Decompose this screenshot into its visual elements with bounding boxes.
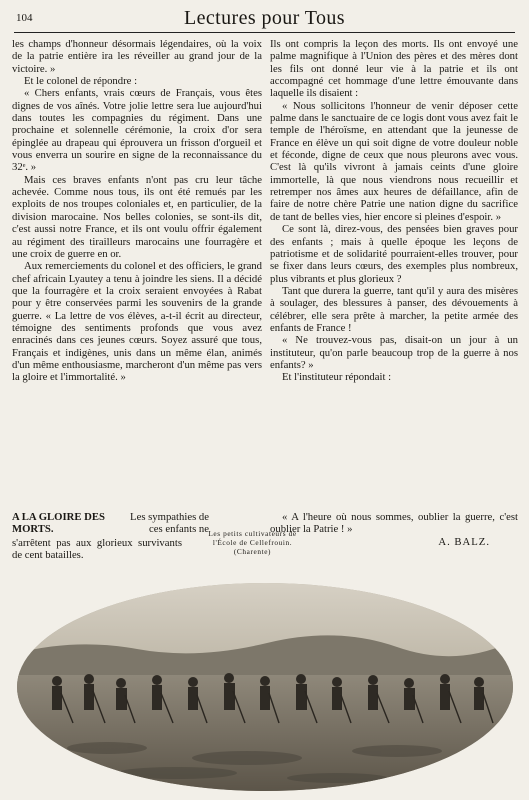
caption-line: (Charente) (233, 547, 272, 556)
closing-quote-block (270, 511, 518, 548)
page-header (14, 6, 515, 32)
worker-figure (84, 674, 94, 710)
section-lead: Les sympathies de ces enfants ne (130, 511, 209, 536)
running-title: Lectures pour Tous (184, 7, 345, 29)
author-signature: A. BALZ. (438, 535, 490, 548)
paragraph: Aux remerciements du colonel et des officiers, le grand chef africain Lyautey a tenu à joindre les siens. Il a décidé que la fourragère et la croix seraient envoyées à Rabat pour y être conservées parmi les souvenirs de la grande guerre. « La lettre de vos élèves, a-t-il écrit au directeur, témoigne des sentiments profonds que vous avez enracinés dans ces jeunes cœurs. Soyez assuré que tous, Français et indigènes, unis dans un même élan, animés d'un même enthousiasme, marcheront d'un même pas vers la gloire et l'immortalité. » (12, 260, 262, 384)
paragraph: « Nous sollicitons l'honneur de venir déposer cette palme dans le sanctuaire de ce logis dont vous avez fait le temple de l'héroïsme, en attendant que la jeunesse de France en élève un qui soit digne de votre douleur noble et féconde, digne de ceux que nous pleurons avec vous. C'est là qu'ils vivront à jamais ceints d'une gloire immortelle, là que nous viendrons nous recueillir et retremper nos âmes aux heures de défaillance, afin de faire de notre chère Patrie une nation digne du sacrifice de tant de belles vies, hier encore si pleines d'espoir. » (270, 99, 518, 223)
worker-figure (404, 678, 415, 710)
photo-illustration (17, 583, 513, 791)
worker-figure (152, 675, 162, 710)
worker-figure (116, 678, 127, 710)
paragraph: Mais ces braves enfants n'ont pas cru leur tâche achevée. Comme nous tous, ils ont été remués par les exploits de nos troupes coloniales et, en particulier, de la division marocaine. Nos belles colonies, se sont-ils dit, c'est aussi notre France, et ils ont voulu offrir également au régiment des tirailleurs marocains une fourragère et une croix de guerre en or. (12, 173, 262, 260)
section-heading: A LA GLOIRE DES MORTS. (12, 511, 105, 536)
paragraph: « Ne trouvez-vous pas, disait-on un jour à un instituteur, qu'on parle beaucoup trop de la guerre à nos enfants? » (270, 334, 518, 371)
worker-figure (332, 677, 342, 710)
worker-figure (368, 675, 378, 710)
section-text: s'arrêtent pas aux glorieux survivants de cent batailles. (12, 537, 182, 562)
paragraph: Ce sont là, direz-vous, des pensées bien graves pour des enfants ; mais à quelle époque les leçons de patriotisme et de solidarité pourraient-elles trouver, pour se fixer dans leurs cœurs, des exemples plus nombreux, plus vibrants et plus glorieux ? (270, 223, 518, 285)
worker-figure (188, 677, 198, 710)
header-rule (14, 32, 515, 33)
paragraph: Et le colonel de répondre : (24, 75, 138, 88)
right-column (270, 38, 518, 384)
worker-figure (440, 674, 450, 710)
page-number: 104 (16, 12, 33, 24)
paragraph: Ils ont compris la leçon des morts. Ils ont envoyé une palme magnifique à l'Union des pères et des mères dont les fils ont donné leur vie à la patrie et ils ont accompagné cet hommage d'une lettre émouvante dans laquelle ils disaient : (270, 38, 518, 100)
photograph-schoolboys-field (17, 583, 513, 791)
caption-line: Les petits cultivateurs de (208, 529, 297, 538)
paragraph: les champs d'honneur désormais légendaires, où la voix de la patrie entière ira les réveiller au grand jour de la victoire. » (12, 38, 262, 75)
paragraph: Et l'instituteur répondait : (282, 371, 392, 384)
left-column (12, 38, 262, 384)
paragraph: « Chers enfants, vrais cœurs de Français, vous êtes dignes de vos aînés. Votre jolie lettre sera lue aujourd'hui dans toutes les compagnies du régiment. Dans une prochaine et solennelle cérémonie, la croix d'or sera épinglée au drapeau qui éprouvera un frisson d'orgueil et vous enverra un sourire en signe de la reconnaissance du 32ᵉ. » (12, 87, 262, 174)
worker-figure (52, 676, 62, 710)
caption-line: l'École de Cellefrouin. (212, 538, 293, 547)
paragraph: Tant que durera la guerre, tant qu'il y aura des misères à soulager, des blessures à panser, des dévouements à célébrer, elle sera prête à marcher, la petite armée des enfants de France ! (270, 284, 518, 334)
worker-figure (260, 676, 270, 710)
closing-quote: « A l'heure où nous sommes, oublier la guerre, c'est oublier la Patrie ! » (270, 511, 518, 536)
